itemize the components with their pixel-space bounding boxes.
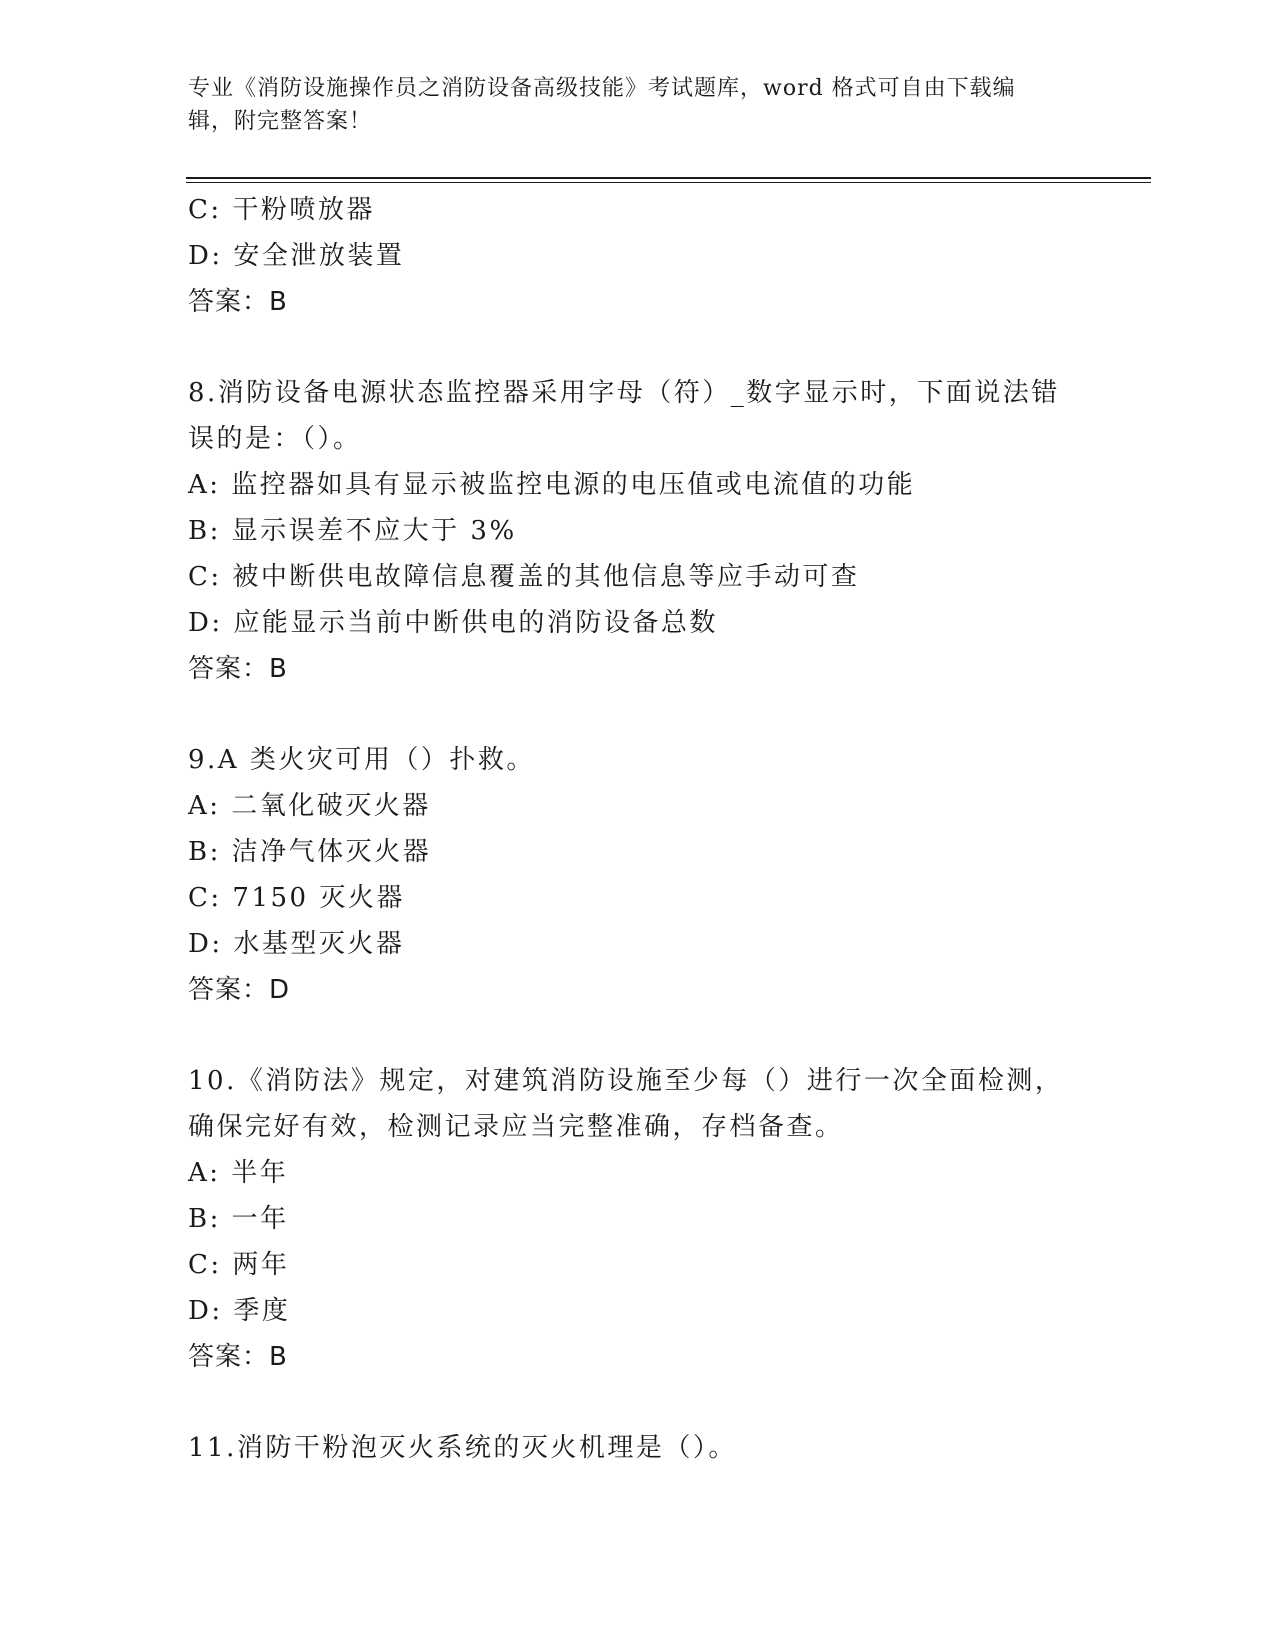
question-stem-continued: 确保完好有效，检测记录应当完整准确，存档备查。 [188,1112,844,1142]
spacer [188,692,1088,737]
option-c: C: 两年 [188,1250,290,1280]
option-a: A: 半年 [188,1158,289,1188]
option-d: D: 安全泄放装置 [188,241,405,271]
spacer [188,1380,1088,1425]
option-d: D: 应能显示当前中断供电的消防设备总数 [188,608,718,638]
spacer [188,325,1088,370]
question-stem: 9.A 类火灾可用（）扑救。 [188,745,535,775]
option-d: D: 季度 [188,1296,291,1326]
question-8 [188,370,1088,692]
question-stem: 11.消防干粉泡灭火系统的灭火机理是（）。 [188,1433,737,1463]
header-line-2: 辑，附完整答案！ [188,109,373,134]
option-c: C: 7150 灭火器 [188,883,405,913]
option-a: A: 监控器如具有显示被监控电源的电压值或电流值的功能 [188,470,916,500]
question-10 [188,1058,1088,1380]
answer-line: 答案：B [188,287,288,317]
question-stem: 8.消防设备电源状态监控器采用字母（符）_数字显示时，下面说法错 [188,378,1060,408]
question-11 [188,1425,1088,1471]
question-stem-continued: 误的是：（）。 [188,424,362,454]
answer-line: 答案：B [188,654,288,684]
question-stem: 10.《消防法》规定，对建筑消防设施至少每（）进行一次全面检测， [188,1066,1064,1096]
header-line-1: 专业《消防设施操作员之消防设备高级技能》考试题库，word 格式可自由下载编 [188,76,1016,101]
answer-line: 答案：D [188,975,291,1005]
spacer [188,1013,1088,1058]
option-b: B: 一年 [188,1204,289,1234]
option-c: C: 干粉喷放器 [188,195,375,225]
question-7-tail [188,187,1088,325]
answer-line: 答案：B [188,1342,288,1372]
option-b: B: 显示误差不应大于 3% [188,516,517,546]
option-d: D: 水基型灭火器 [188,929,405,959]
document-header [188,72,1068,138]
question-9 [188,737,1088,1013]
header-divider-thick [186,177,1151,179]
option-b: B: 洁净气体灭火器 [188,837,432,867]
option-a: A: 二氧化破灭火器 [188,791,431,821]
option-c: C: 被中断供电故障信息覆盖的其他信息等应手动可查 [188,562,860,592]
header-divider-thin [186,182,1151,183]
question-list [188,187,1088,1471]
